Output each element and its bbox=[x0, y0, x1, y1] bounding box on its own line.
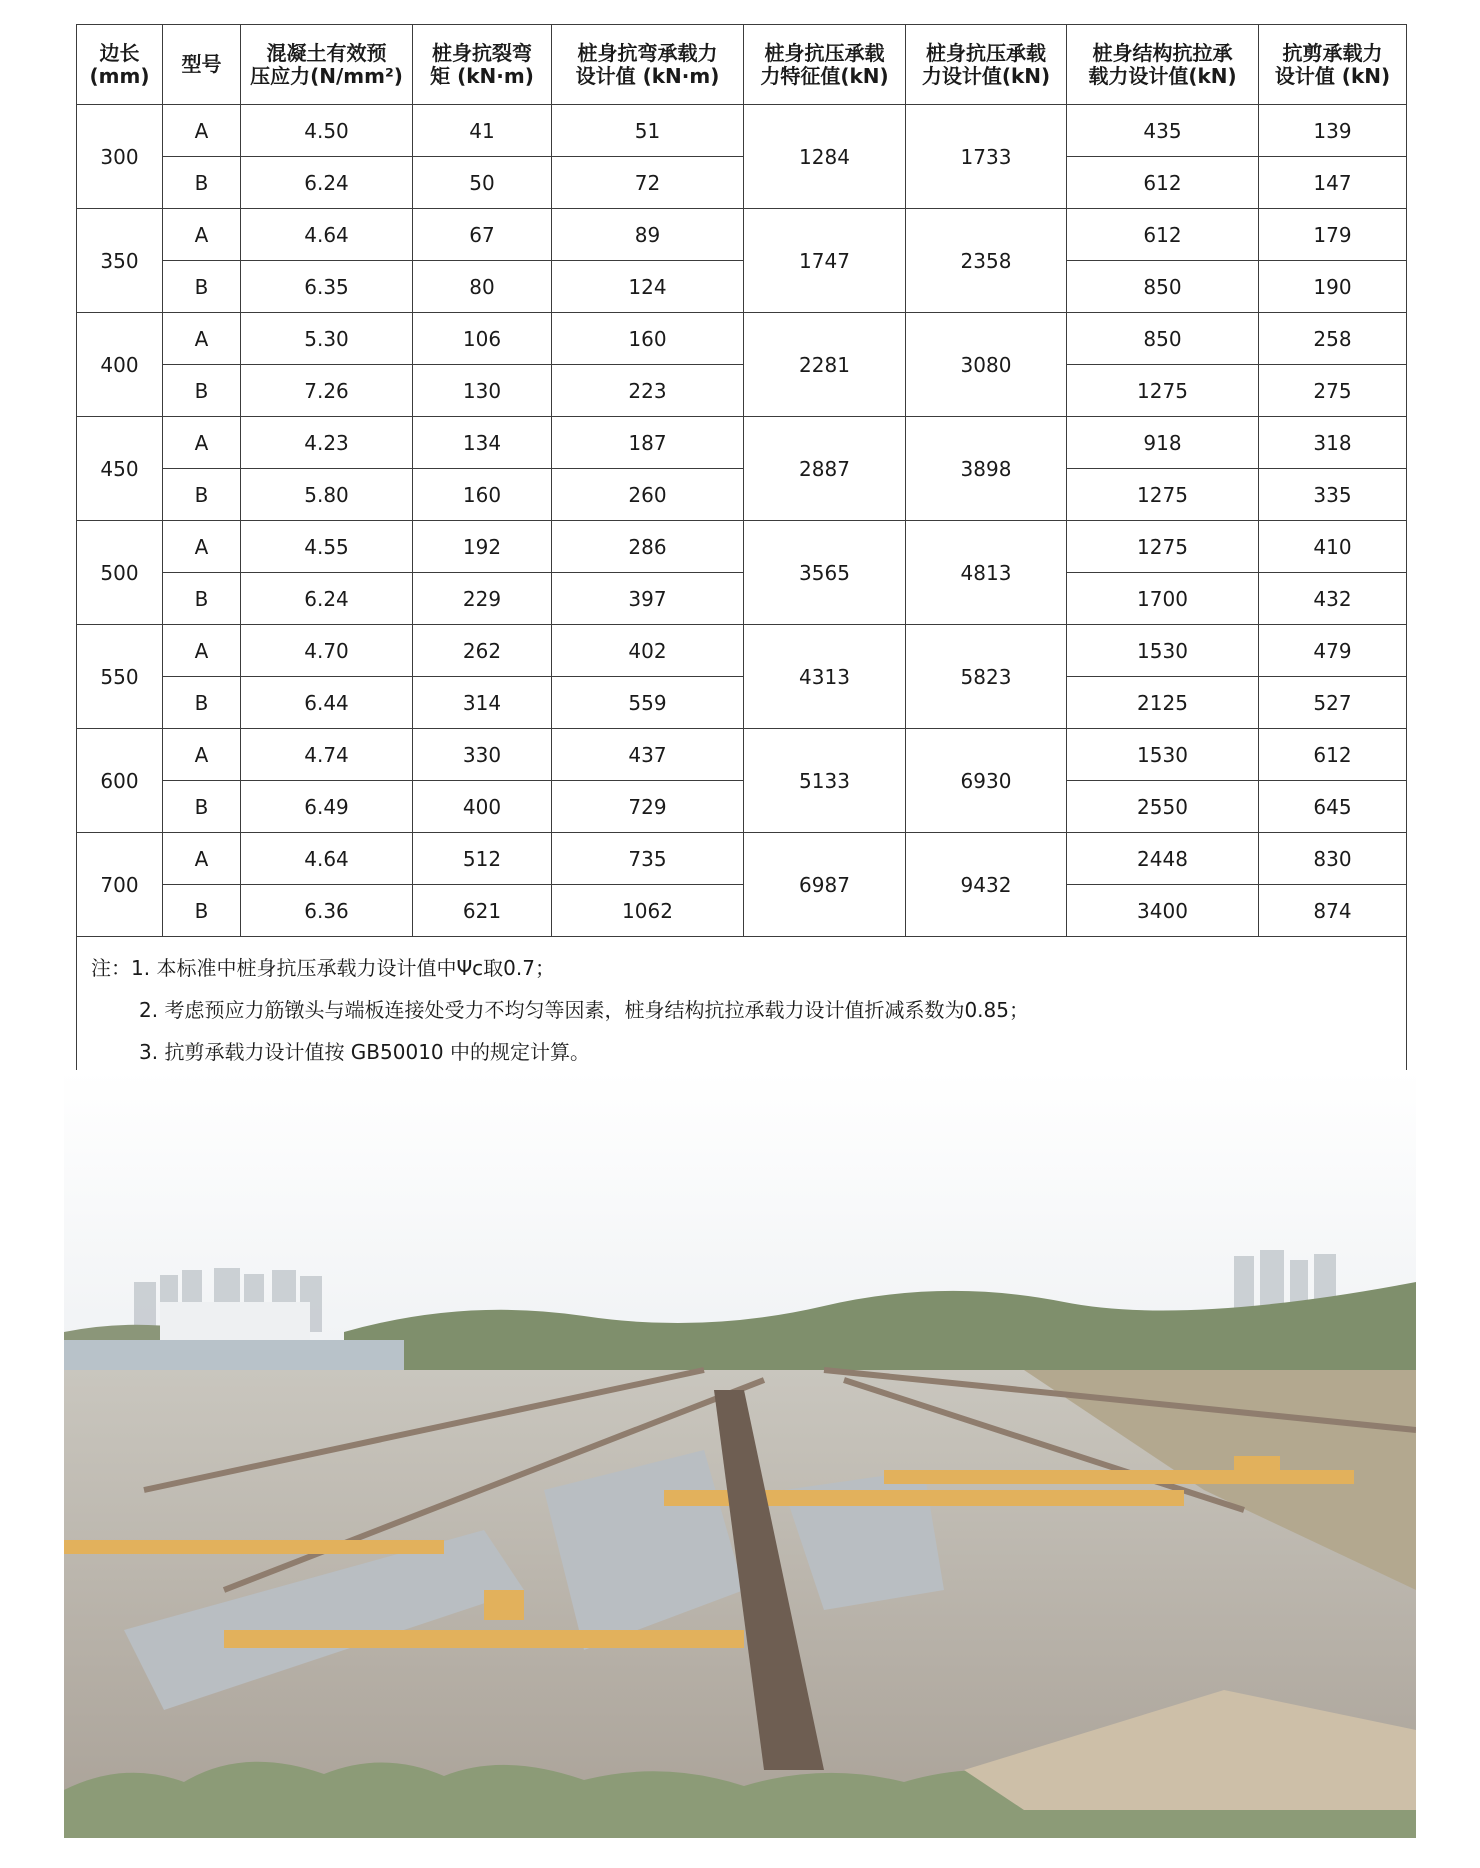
cell-compression-characteristic: 1747 bbox=[744, 209, 906, 313]
cell-tension-design: 1700 bbox=[1067, 573, 1259, 625]
cell-side-length: 350 bbox=[77, 209, 163, 313]
cell-prestress: 4.50 bbox=[241, 105, 413, 157]
cell-model: A bbox=[163, 417, 241, 469]
cell-tension-design: 850 bbox=[1067, 313, 1259, 365]
table-row bbox=[77, 625, 1407, 677]
cell-compression-characteristic: 6987 bbox=[744, 833, 906, 937]
table-body bbox=[77, 105, 1407, 1086]
cell-shear-design: 179 bbox=[1259, 209, 1407, 261]
header-unit: 力特征值(kN) bbox=[760, 63, 889, 88]
cell-bending-design: 260 bbox=[552, 469, 744, 521]
cell-compression-characteristic: 5133 bbox=[744, 729, 906, 833]
cell-shear-design: 258 bbox=[1259, 313, 1407, 365]
cell-bending-design: 89 bbox=[552, 209, 744, 261]
column-header bbox=[552, 25, 744, 105]
cell-bending-design: 124 bbox=[552, 261, 744, 313]
cell-bending-design: 286 bbox=[552, 521, 744, 573]
header-unit: 力设计值(kN) bbox=[921, 63, 1051, 88]
cell-crack-moment: 50 bbox=[413, 157, 552, 209]
cell-prestress: 5.80 bbox=[241, 469, 413, 521]
table-row bbox=[77, 365, 1407, 417]
cell-compression-characteristic: 1284 bbox=[744, 105, 906, 209]
header-line: 抗剪承载力 bbox=[1282, 40, 1383, 65]
cell-shear-design: 612 bbox=[1259, 729, 1407, 781]
table-row bbox=[77, 105, 1407, 157]
cell-shear-design: 830 bbox=[1259, 833, 1407, 885]
cell-bending-design: 729 bbox=[552, 781, 744, 833]
cell-compression-characteristic: 2887 bbox=[744, 417, 906, 521]
cell-prestress: 7.26 bbox=[241, 365, 413, 417]
table-row bbox=[77, 677, 1407, 729]
cell-model: B bbox=[163, 885, 241, 937]
header-unit: 矩 (kN·m) bbox=[430, 63, 534, 88]
cell-prestress: 4.64 bbox=[241, 209, 413, 261]
column-header bbox=[241, 25, 413, 105]
cell-shear-design: 645 bbox=[1259, 781, 1407, 833]
cell-model: A bbox=[163, 105, 241, 157]
cell-model: A bbox=[163, 521, 241, 573]
cell-prestress: 4.70 bbox=[241, 625, 413, 677]
note-line: 2. 考虑预应力筋镦头与端板连接处受力不均匀等因素，桩身结构抗拉承载力设计值折减系数为0.85； bbox=[139, 998, 1029, 1022]
table-row bbox=[77, 157, 1407, 209]
cell-crack-moment: 134 bbox=[413, 417, 552, 469]
table-notes bbox=[77, 937, 1407, 1086]
cell-compression-design: 3080 bbox=[906, 313, 1067, 417]
cell-bending-design: 51 bbox=[552, 105, 744, 157]
header-unit: (mm) bbox=[89, 63, 150, 88]
table-row bbox=[77, 469, 1407, 521]
column-header bbox=[744, 25, 906, 105]
cell-tension-design: 2125 bbox=[1067, 677, 1259, 729]
cell-prestress: 6.35 bbox=[241, 261, 413, 313]
note-line: 3. 抗剪承载力设计值按 GB50010 中的规定计算。 bbox=[139, 1040, 590, 1064]
header-line: 桩身结构抗拉承 bbox=[1092, 40, 1233, 65]
header-line: 桩身抗压承载 bbox=[764, 40, 885, 65]
column-header bbox=[77, 25, 163, 105]
column-header bbox=[413, 25, 552, 105]
table-row bbox=[77, 885, 1407, 937]
column-header bbox=[906, 25, 1067, 105]
cell-tension-design: 3400 bbox=[1067, 885, 1259, 937]
cell-tension-design: 1275 bbox=[1067, 365, 1259, 417]
cell-bending-design: 1062 bbox=[552, 885, 744, 937]
cell-bending-design: 160 bbox=[552, 313, 744, 365]
cell-shear-design: 275 bbox=[1259, 365, 1407, 417]
header-unit: 压应力(N/mm²) bbox=[250, 63, 403, 88]
cell-bending-design: 187 bbox=[552, 417, 744, 469]
cell-bending-design: 402 bbox=[552, 625, 744, 677]
cell-model: B bbox=[163, 573, 241, 625]
cell-crack-moment: 41 bbox=[413, 105, 552, 157]
table-row bbox=[77, 833, 1407, 885]
cell-tension-design: 2550 bbox=[1067, 781, 1259, 833]
table-row bbox=[77, 261, 1407, 313]
cell-shear-design: 318 bbox=[1259, 417, 1407, 469]
cell-crack-moment: 621 bbox=[413, 885, 552, 937]
cell-model: A bbox=[163, 833, 241, 885]
cell-compression-characteristic: 4313 bbox=[744, 625, 906, 729]
header-unit: 设计值 (kN·m) bbox=[575, 63, 720, 88]
cell-compression-design: 6930 bbox=[906, 729, 1067, 833]
cell-side-length: 550 bbox=[77, 625, 163, 729]
cell-side-length: 700 bbox=[77, 833, 163, 937]
cell-crack-moment: 160 bbox=[413, 469, 552, 521]
cell-prestress: 5.30 bbox=[241, 313, 413, 365]
cell-bending-design: 223 bbox=[552, 365, 744, 417]
header-line: 桩身抗裂弯 bbox=[432, 40, 532, 65]
header-line: 桩身抗弯承载力 bbox=[577, 40, 718, 65]
header-unit: 载力设计值(kN) bbox=[1088, 63, 1237, 88]
cell-shear-design: 432 bbox=[1259, 573, 1407, 625]
factory-yard-photo bbox=[64, 1070, 1416, 1838]
cell-tension-design: 1530 bbox=[1067, 625, 1259, 677]
cell-tension-design: 612 bbox=[1067, 209, 1259, 261]
table-row bbox=[77, 417, 1407, 469]
cell-model: B bbox=[163, 157, 241, 209]
notes-row bbox=[77, 937, 1407, 1086]
cell-model: B bbox=[163, 469, 241, 521]
cell-model: B bbox=[163, 781, 241, 833]
cell-model: B bbox=[163, 365, 241, 417]
cell-compression-characteristic: 2281 bbox=[744, 313, 906, 417]
cell-crack-moment: 192 bbox=[413, 521, 552, 573]
cell-prestress: 6.36 bbox=[241, 885, 413, 937]
cell-crack-moment: 67 bbox=[413, 209, 552, 261]
cell-bending-design: 735 bbox=[552, 833, 744, 885]
pile-spec-table bbox=[76, 24, 1407, 1086]
cell-model: A bbox=[163, 625, 241, 677]
cell-crack-moment: 262 bbox=[413, 625, 552, 677]
cell-shear-design: 190 bbox=[1259, 261, 1407, 313]
header-unit: 设计值 (kN) bbox=[1274, 63, 1391, 88]
cell-tension-design: 612 bbox=[1067, 157, 1259, 209]
cell-tension-design: 1275 bbox=[1067, 469, 1259, 521]
cell-shear-design: 527 bbox=[1259, 677, 1407, 729]
cell-compression-design: 5823 bbox=[906, 625, 1067, 729]
cell-prestress: 6.24 bbox=[241, 157, 413, 209]
cell-crack-moment: 400 bbox=[413, 781, 552, 833]
cell-tension-design: 435 bbox=[1067, 105, 1259, 157]
cell-shear-design: 335 bbox=[1259, 469, 1407, 521]
cell-compression-design: 3898 bbox=[906, 417, 1067, 521]
header-line: 边长 bbox=[99, 40, 140, 65]
cell-side-length: 300 bbox=[77, 105, 163, 209]
cell-crack-moment: 229 bbox=[413, 573, 552, 625]
cell-prestress: 4.74 bbox=[241, 729, 413, 781]
header-line: 型号 bbox=[181, 52, 222, 76]
cell-model: B bbox=[163, 261, 241, 313]
cell-shear-design: 147 bbox=[1259, 157, 1407, 209]
column-header bbox=[1259, 25, 1407, 105]
cell-prestress: 6.44 bbox=[241, 677, 413, 729]
cell-bending-design: 72 bbox=[552, 157, 744, 209]
cell-prestress: 6.24 bbox=[241, 573, 413, 625]
cell-model: A bbox=[163, 313, 241, 365]
cell-prestress: 6.49 bbox=[241, 781, 413, 833]
cell-crack-moment: 512 bbox=[413, 833, 552, 885]
cell-side-length: 400 bbox=[77, 313, 163, 417]
cell-prestress: 4.23 bbox=[241, 417, 413, 469]
cell-crack-moment: 80 bbox=[413, 261, 552, 313]
cell-crack-moment: 130 bbox=[413, 365, 552, 417]
note-line: 注：1. 本标准中桩身抗压承载力设计值中Ψc取0.7； bbox=[91, 956, 555, 980]
cell-crack-moment: 106 bbox=[413, 313, 552, 365]
table-row bbox=[77, 573, 1407, 625]
cell-bending-design: 559 bbox=[552, 677, 744, 729]
table-row bbox=[77, 209, 1407, 261]
cell-tension-design: 850 bbox=[1067, 261, 1259, 313]
cell-tension-design: 1530 bbox=[1067, 729, 1259, 781]
cell-tension-design: 1275 bbox=[1067, 521, 1259, 573]
cell-crack-moment: 314 bbox=[413, 677, 552, 729]
cell-side-length: 450 bbox=[77, 417, 163, 521]
cell-compression-design: 4813 bbox=[906, 521, 1067, 625]
header-line: 混凝土有效预 bbox=[266, 40, 387, 65]
cell-shear-design: 139 bbox=[1259, 105, 1407, 157]
cell-model: A bbox=[163, 729, 241, 781]
cell-bending-design: 437 bbox=[552, 729, 744, 781]
column-header bbox=[163, 25, 241, 105]
header-line: 桩身抗压承载 bbox=[926, 40, 1046, 65]
cell-side-length: 500 bbox=[77, 521, 163, 625]
cell-compression-design: 2358 bbox=[906, 209, 1067, 313]
cell-model: A bbox=[163, 209, 241, 261]
column-header bbox=[1067, 25, 1259, 105]
cell-shear-design: 479 bbox=[1259, 625, 1407, 677]
table-row bbox=[77, 781, 1407, 833]
cell-compression-design: 1733 bbox=[906, 105, 1067, 209]
table-row bbox=[77, 313, 1407, 365]
table-header-row bbox=[77, 25, 1407, 105]
table-row bbox=[77, 521, 1407, 573]
cell-shear-design: 410 bbox=[1259, 521, 1407, 573]
cell-crack-moment: 330 bbox=[413, 729, 552, 781]
table-row bbox=[77, 729, 1407, 781]
cell-prestress: 4.64 bbox=[241, 833, 413, 885]
cell-compression-design: 9432 bbox=[906, 833, 1067, 937]
cell-prestress: 4.55 bbox=[241, 521, 413, 573]
cell-side-length: 600 bbox=[77, 729, 163, 833]
cell-compression-characteristic: 3565 bbox=[744, 521, 906, 625]
cell-model: B bbox=[163, 677, 241, 729]
cell-shear-design: 874 bbox=[1259, 885, 1407, 937]
cell-tension-design: 918 bbox=[1067, 417, 1259, 469]
cell-tension-design: 2448 bbox=[1067, 833, 1259, 885]
cell-bending-design: 397 bbox=[552, 573, 744, 625]
